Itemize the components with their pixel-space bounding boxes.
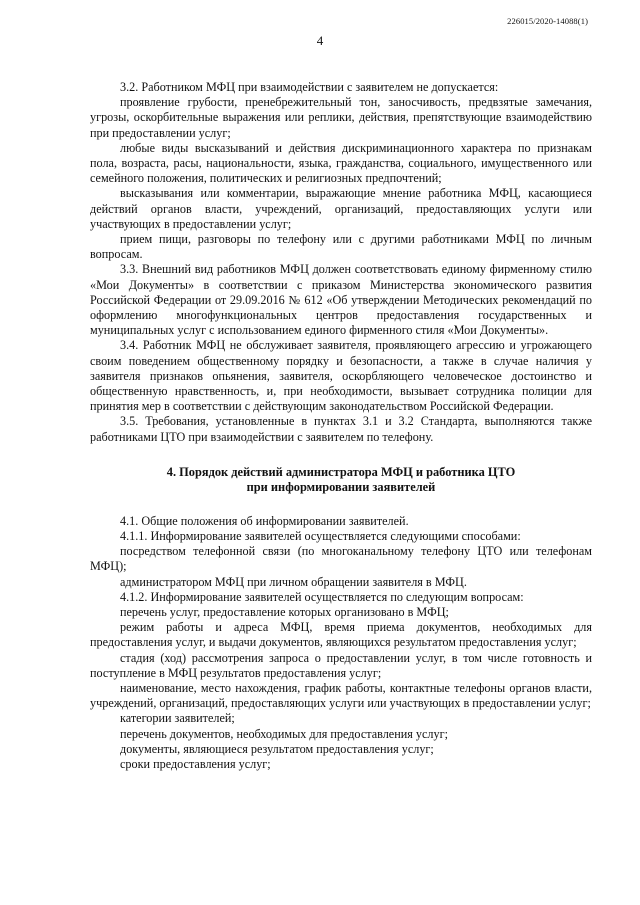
paragraph-3-5: 3.5. Требования, установленные в пунктах 3.1 и 3.2 Стандарта, выполняются также работниками ЦТО при взаимодействии с заявителем по телефону. bbox=[90, 414, 592, 444]
paragraph-4-1-2: 4.1.2. Информирование заявителей осуществляется по следующим вопросам: bbox=[120, 589, 524, 604]
paragraph-terms: сроки предоставления услуг; bbox=[120, 756, 271, 771]
paragraph-contacts: наименование, место нахождения, график работы, контактные телефоны органов власти, учреждений, организаций, предоставляющих услуги или участвующих в предоставлении услуг; bbox=[90, 680, 592, 711]
paragraph-documents-needed: перечень документов, необходимых для предоставления услуг; bbox=[120, 726, 448, 741]
section-4-heading bbox=[90, 465, 592, 496]
paragraph-schedule: режим работы и адреса МФЦ, время приема документов, необходимых для предоставления услуг, и выдачи документов, являющихся результатом предоставления услуг; bbox=[90, 620, 592, 650]
section-4-heading-line-1: 4. Порядок действий администратора МФЦ и работника ЦТО bbox=[166, 464, 516, 479]
paragraph-stage: стадия (ход) рассмотрения запроса о предоставлении услуг, в том числе готовность и поступление в МФЦ результатов предоставления услуг; bbox=[90, 650, 592, 680]
paragraph-rudeness: проявление грубости, пренебрежительный тон, заносчивость, предвзятые замечания, угрозы, оскорбительные выражения или реплики, действия, препятствующие взаимодействию при предоставлении услуг; bbox=[90, 95, 592, 140]
paragraph-opinions: высказывания или комментарии, выражающие мнение работника МФЦ, касающиеся действий органов власти, учреждений, организаций, предоставляющих услуги или участвующих в предоставлении услуг; bbox=[90, 186, 592, 231]
document-number: 226015/2020-14088(1) bbox=[507, 16, 588, 26]
paragraph-4-1-1: 4.1.1. Информирование заявителей осуществляется следующими способами: bbox=[120, 528, 521, 543]
paragraph-food: прием пищи, разговоры по телефону или с другими работниками МФЦ по личным вопросам. bbox=[90, 232, 592, 262]
paragraph-3-3: 3.3. Внешний вид работников МФЦ должен соответствовать единому фирменному стилю «Мои Документы» в соответствии с приказом Министерства экономического развития Российской Федерации от 29.09.2016 № 612 «Об утверждении Методических рекомендаций по оформлению многофункциональных центров предоставления государственных и муниципальных услуг с использованием единого фирменного стиля «Мои Документы». bbox=[90, 262, 592, 338]
paragraph-phone: посредством телефонной связи (по многоканальному телефону ЦТО или телефонам МФЦ); bbox=[90, 544, 592, 574]
paragraph-4-1: 4.1. Общие положения об информировании заявителей. bbox=[120, 513, 409, 528]
paragraph-admin: администратором МФЦ при личном обращении заявителя в МФЦ. bbox=[120, 574, 467, 589]
paragraph-3-2: 3.2. Работником МФЦ при взаимодействии с заявителем не допускается: bbox=[120, 80, 499, 94]
paragraph-services-list: перечень услуг, предоставление которых организовано в МФЦ; bbox=[120, 604, 449, 619]
paragraph-categories: категории заявителей; bbox=[120, 711, 235, 726]
paragraph-3-4: 3.4. Работник МФЦ не обслуживает заявителя, проявляющего агрессию и угрожающего своим поведением общественному порядку и безопасности, а также в случае наличия у заявителя признаков опьянения, заявителя, оскорбляющего человеческое достоинство и общественную нравственность, и, при необходимости, вызывает сотрудника полиции для принятия мер в соответствии с действующим законодательством Российской Федерации. bbox=[90, 338, 592, 414]
section-4-heading-line-2: при информировании заявителей bbox=[246, 480, 436, 495]
document-body bbox=[90, 80, 592, 772]
paragraph-discrimination: любые виды высказываний и действия дискриминационного характера по признакам пола, возраста, расы, национальности, языка, гражданства, социального, имущественного или семейного положения, политических и религиозных предпочтений; bbox=[90, 140, 592, 186]
paragraph-documents-result: документы, являющиеся результатом предоставления услуг; bbox=[120, 741, 434, 756]
page-number: 4 bbox=[316, 33, 324, 48]
